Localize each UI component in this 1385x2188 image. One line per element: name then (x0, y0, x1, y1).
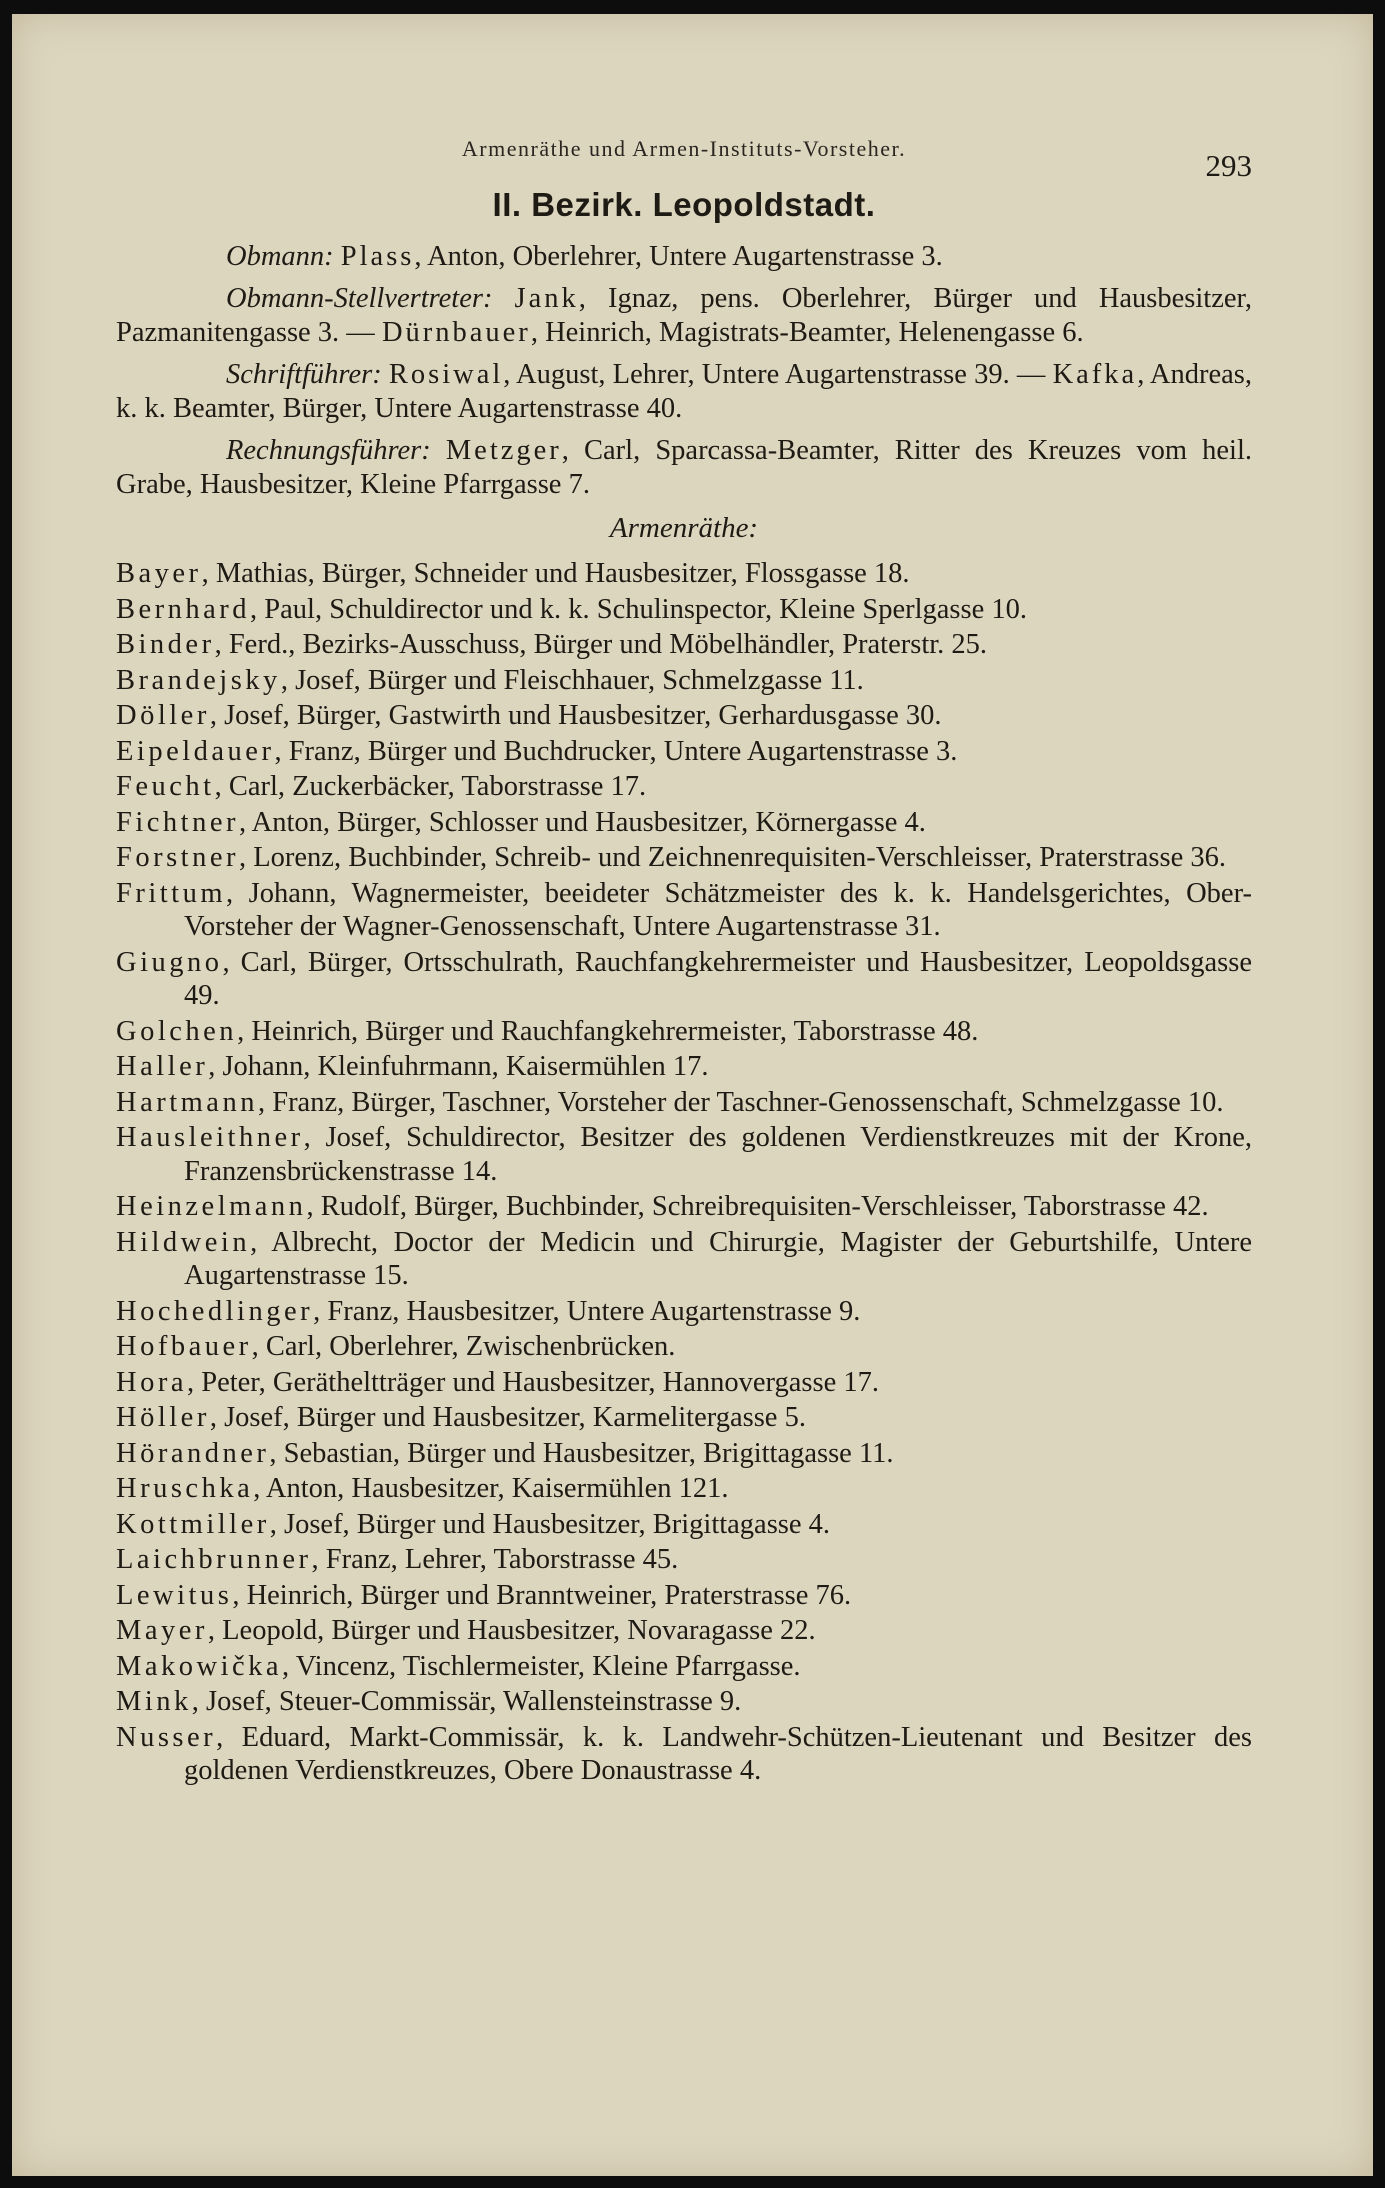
member-details: , Sebastian, Bürger und Hausbesitzer, Brigittagasse 11. (269, 1437, 894, 1469)
officers-list (116, 240, 1252, 502)
member-entry (116, 628, 1252, 662)
member-name: Höller (116, 1402, 210, 1433)
member-entry (116, 1086, 1252, 1120)
member-entry (116, 1508, 1252, 1542)
member-details: , Josef, Bürger und Hausbesitzer, Karmelitergasse 5. (209, 1402, 806, 1433)
running-title: Armenräthe und Armen-Instituts-Vorsteher. (461, 136, 907, 161)
member-name: Lewitus (116, 1579, 233, 1611)
member-details: , Leopold, Bürger und Hausbesitzer, Novaragasse 22. (207, 1615, 816, 1646)
member-details: , Carl, Zuckerbäcker, Taborstrasse 17. (214, 771, 647, 802)
page-number: 293 (1205, 148, 1252, 183)
member-details: , Anton, Hausbesitzer, Kaisermühlen 121. (253, 1473, 729, 1504)
officer-role: Schriftführer: (226, 359, 382, 390)
member-name: Golchen (116, 1015, 238, 1047)
officer-details: , Andreas, k. k. Beamter, Bürger, Untere Augartenstrasse 40. (116, 359, 1253, 424)
member-name: Eipeldauer (116, 735, 275, 767)
member-entry (116, 1190, 1252, 1224)
member-name: Giugno (116, 946, 223, 978)
member-name: Hofbauer (116, 1331, 252, 1362)
member-name: Bernhard (116, 593, 251, 625)
member-details: , Franz, Bürger, Taschner, Vorsteher der Taschner-Genossenschaft, Schmelzgasse 10. (257, 1086, 1224, 1118)
member-entry (116, 1121, 1252, 1188)
member-details: , Franz, Bürger und Buchdrucker, Untere Augartenstrasse 3. (274, 735, 958, 767)
member-details: , Johann, Kleinfuhrmann, Kaisermühlen 17. (208, 1051, 709, 1082)
member-entry (116, 1366, 1252, 1400)
member-entry (116, 557, 1252, 591)
officer-role: Rechnungsführer: (226, 435, 431, 466)
officer-name: Jank (514, 283, 579, 314)
member-details: , Carl, Bürger, Ortsschulrath, Rauchfangkehrermeister und Hausbesitzer, Leopoldsgasse 49. (184, 946, 1252, 1011)
member-details: , Eduard, Markt-Commissär, k. k. Landwehr-Schützen-Lieutenant und Besitzer des goldenen Verdienstkreuzes, Obere Donaustrasse 4. (184, 1721, 1252, 1786)
member-details: , Franz, Lehrer, Taborstrasse 45. (311, 1544, 679, 1575)
member-details: , Josef, Steuer-Commissär, Wallensteinstrasse 9. (191, 1686, 742, 1717)
member-details: , Vincenz, Tischlermeister, Kleine Pfarrgasse. (282, 1650, 801, 1682)
member-entry (116, 1050, 1252, 1084)
member-name: Mink (116, 1686, 192, 1717)
member-entry (116, 1015, 1252, 1049)
officer-name: Plass (340, 241, 415, 272)
member-entry (116, 1295, 1252, 1329)
member-entry (116, 841, 1252, 875)
member-details: , Ferd., Bezirks-Ausschuss, Bürger und Möbelhändler, Praterstr. 25. (214, 629, 988, 660)
officer-details: , August, Lehrer, Untere Augartenstrasse 39. — (503, 359, 1053, 390)
member-name: Makowička (116, 1650, 283, 1682)
officer-entry (116, 358, 1252, 426)
member-details: , Josef, Bürger und Fleischhauer, Schmelzgasse 11. (280, 664, 864, 696)
officer-details: , Anton, Oberlehrer, Untere Augartenstrasse 3. (414, 241, 943, 272)
member-details: , Lorenz, Buchbinder, Schreib- und Zeichnenrequisiten-Verschleisser, Praterstrasse 36. (239, 842, 1226, 873)
member-name: Feucht (116, 771, 215, 802)
member-name: Hausleithner (116, 1122, 304, 1153)
member-entry (116, 1721, 1252, 1788)
officer-entry (116, 240, 1252, 274)
member-entry (116, 1579, 1252, 1613)
officer-name: Dürnbauer (381, 317, 531, 348)
member-details: , Franz, Hausbesitzer, Untere Augartenstrasse 9. (313, 1295, 861, 1327)
member-details: , Carl, Oberlehrer, Zwischenbrücken. (251, 1331, 676, 1362)
member-entry (116, 1685, 1252, 1719)
member-entry (116, 1472, 1252, 1506)
member-entry (116, 1650, 1252, 1684)
member-details: , Peter, Gerätheltträger und Hausbesitzer, Hannovergasse 17. (186, 1366, 880, 1398)
section-title: II. Bezirk. Leopoldstadt. (492, 186, 876, 223)
member-name: Kottmiller (116, 1508, 270, 1540)
member-details: , Heinrich, Bürger und Branntweiner, Praterstrasse 76. (232, 1579, 852, 1611)
officer-role: Obmann: (226, 241, 334, 272)
members-heading: Armenräthe: (609, 512, 759, 544)
page-content (116, 120, 1252, 1790)
member-details: , Albrecht, Doctor der Medicin und Chirurgie, Magister der Geburtshilfe, Untere Augartenstrasse 15. (184, 1226, 1252, 1291)
running-head (116, 120, 1252, 183)
member-entry (116, 806, 1252, 840)
member-entry (116, 1437, 1252, 1471)
member-entry (116, 1330, 1252, 1364)
member-name: Frittum (116, 877, 227, 909)
member-details: , Mathias, Bürger, Schneider und Hausbesitzer, Flossgasse 18. (201, 558, 910, 589)
member-name: Brandejsky (116, 664, 281, 696)
member-entry (116, 593, 1252, 627)
officer-name: Metzger (445, 435, 562, 466)
book-page (12, 14, 1373, 2176)
member-name: Binder (116, 629, 215, 660)
member-details: , Josef, Bürger und Hausbesitzer, Brigittagasse 4. (269, 1508, 831, 1540)
member-entry (116, 735, 1252, 769)
member-name: Mayer (116, 1615, 208, 1646)
member-name: Hruschka (116, 1473, 254, 1504)
member-name: Laichbrunner (116, 1544, 312, 1575)
member-details: , Johann, Wagnermeister, beeideter Schätzmeister des k. k. Handelsgerichtes, Ober-Vorsteher der Wagner-Genossenschaft, Untere Augartenstrasse 31. (184, 877, 1252, 942)
member-name: Bayer (116, 558, 202, 589)
members-list (116, 557, 1252, 1788)
member-name: Fichtner (116, 806, 239, 838)
member-entry (116, 770, 1252, 804)
officer-entry (116, 434, 1252, 502)
officer-details: , Heinrich, Magistrats-Beamter, Helenengasse 6. (530, 317, 1084, 348)
member-name: Hora (116, 1366, 187, 1398)
member-name: Forstner (116, 842, 239, 873)
officer-role: Obmann-Stellvertreter: (226, 283, 493, 314)
member-entry (116, 1226, 1252, 1293)
member-name: Hildwein (116, 1226, 251, 1258)
member-entry (116, 664, 1252, 698)
officer-name: Kafka (1052, 359, 1138, 390)
member-entry (116, 699, 1252, 733)
member-details: , Josef, Bürger, Gastwirth und Hausbesitzer, Gerhardusgasse 30. (209, 700, 942, 731)
officer-details: , Carl, Sparcassa-Beamter, Ritter des Kreuzes vom heil. Grabe, Hausbesitzer, Kleine Pfarrgasse 7. (116, 435, 1252, 500)
member-entry (116, 946, 1252, 1013)
member-entry (116, 1543, 1252, 1577)
officer-name: Rosiwal (388, 359, 504, 390)
member-details: , Heinrich, Bürger und Rauchfangkehrermeister, Taborstrasse 48. (237, 1015, 979, 1047)
officer-details: , Ignaz, pens. Oberlehrer, Bürger und Hausbesitzer, Pazmanitengasse 3. — (116, 283, 1252, 348)
member-name: Hörandner (116, 1437, 270, 1469)
member-name: Heinzelmann (116, 1191, 307, 1222)
member-entry (116, 1401, 1252, 1435)
member-name: Haller (116, 1051, 209, 1082)
member-details: , Rudolf, Bürger, Buchbinder, Schreibrequisiten-Verschleisser, Taborstrasse 42. (306, 1191, 1209, 1222)
member-entry (116, 877, 1252, 944)
member-name: Döller (116, 700, 210, 731)
member-name: Hartmann (116, 1086, 258, 1118)
member-details: , Anton, Bürger, Schlosser und Hausbesitzer, Körnergasse 4. (238, 806, 926, 838)
member-details: , Josef, Schuldirector, Besitzer des goldenen Verdienstkreuzes mit der Krone, Franzensbrückenstrasse 14. (184, 1122, 1252, 1187)
officer-entry (116, 282, 1252, 350)
member-details: , Paul, Schuldirector und k. k. Schulinspector, Kleine Sperlgasse 10. (250, 593, 1027, 625)
member-name: Nusser (116, 1721, 217, 1753)
member-entry (116, 1614, 1252, 1648)
member-name: Hochedlinger (116, 1295, 314, 1327)
